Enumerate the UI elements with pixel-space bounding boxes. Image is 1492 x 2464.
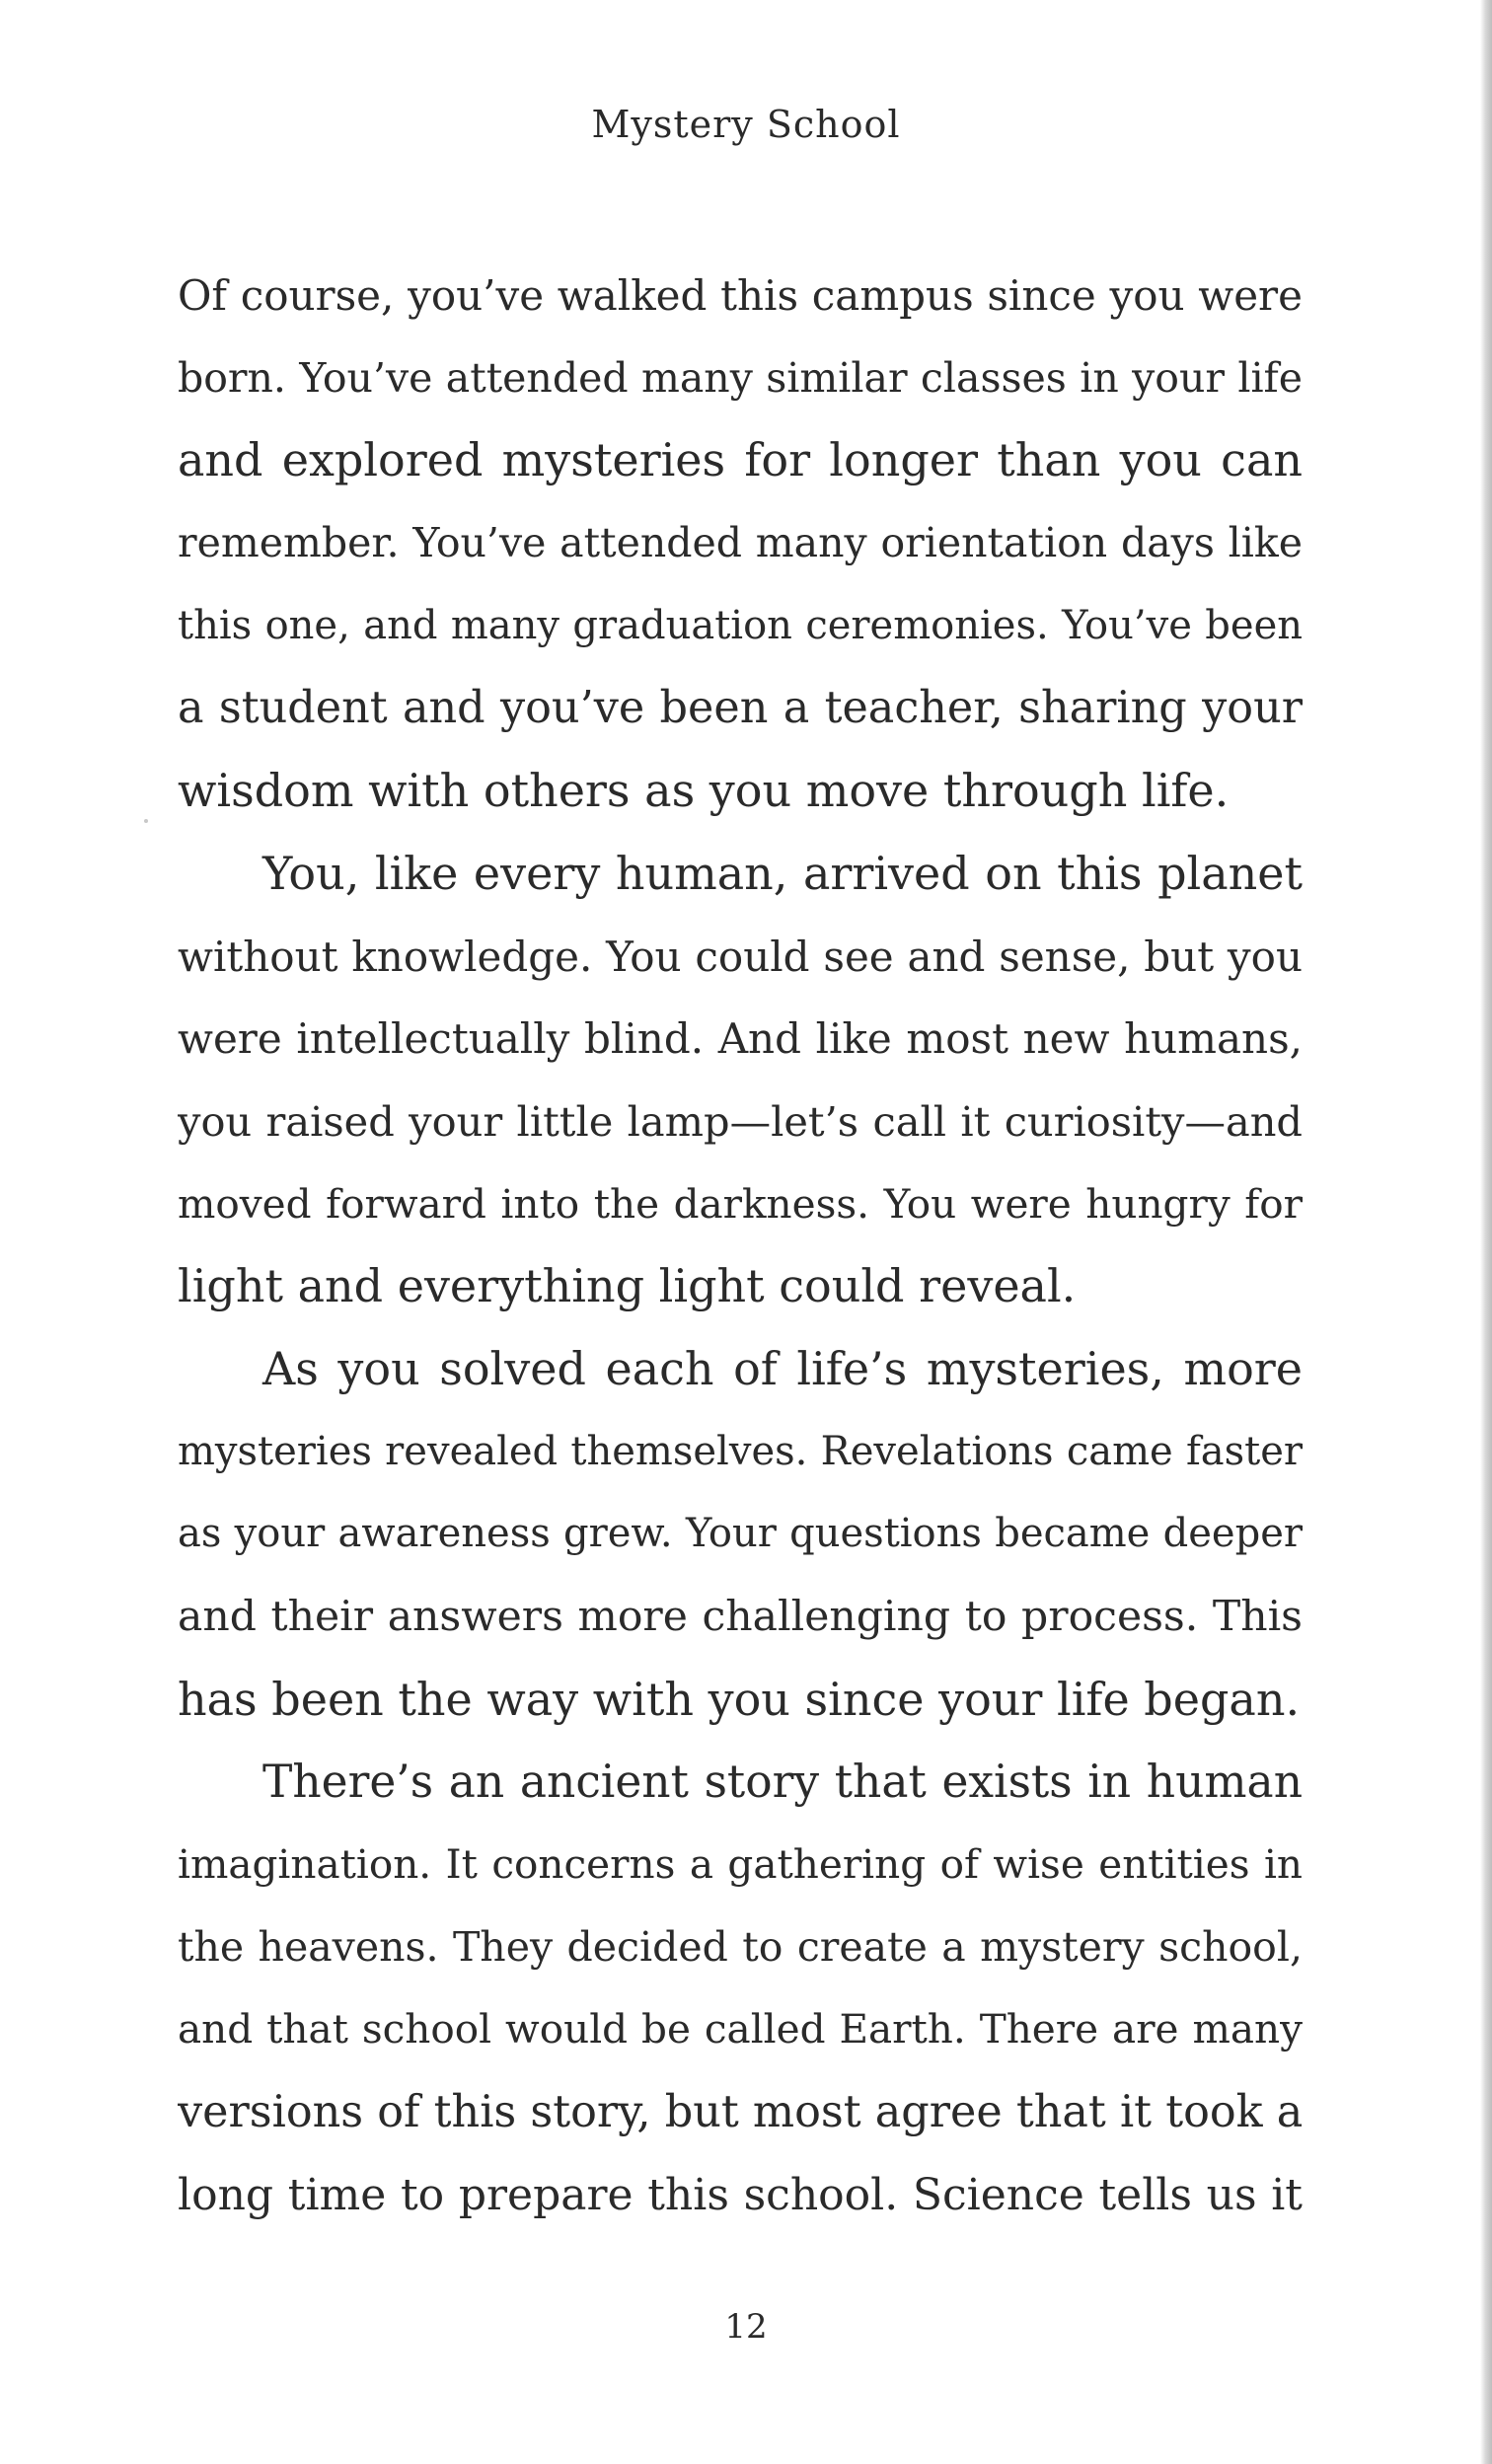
text-line: and explored mysteries for longer than you can <box>178 433 1303 487</box>
text-line: There’s an ancient story that exists in human <box>262 1755 1303 1809</box>
text-line: You, like every human, arrived on this planet <box>262 846 1303 900</box>
text-line: wisdom with others as you move through life. <box>178 764 1230 818</box>
text-line: mysteries revealed themselves. Revelations came faster <box>178 1428 1303 1474</box>
text-line: has been the way with you since your life began. <box>178 1672 1301 1726</box>
text-line: a student and you’ve been a teacher, sharing your <box>178 683 1303 734</box>
page-number: 12 <box>724 2307 768 2347</box>
paragraph <box>178 833 1303 1328</box>
text-line: as your awareness grew. Your questions became deeper <box>178 1511 1303 1557</box>
text-line: versions of this story, but most agree that it took a <box>178 2087 1303 2138</box>
text-line: imagination. It concerns a gathering of wise entities in <box>178 1840 1303 1889</box>
text-line: light and everything light could reveal. <box>178 1259 1077 1313</box>
body-text <box>178 255 1303 2237</box>
text-line: moved forward into the darkness. You were hungry for <box>178 1179 1303 1228</box>
paragraph <box>178 1328 1303 1741</box>
text-line: long time to prepare this school. Science tells us it <box>178 2169 1303 2220</box>
text-line: As you solved each of life’s mysteries, more <box>262 1341 1303 1395</box>
text-line: without knowledge. You could see and sense, but you <box>178 932 1303 981</box>
paragraph <box>178 255 1303 833</box>
paragraph <box>178 1741 1303 2236</box>
text-line: remember. You’ve attended many orientation days like <box>178 519 1303 567</box>
text-line: Of course, you’ve walked this campus since you were <box>178 271 1303 320</box>
text-line: born. You’ve attended many similar classes in your life <box>178 353 1303 402</box>
text-line: the heavens. They decided to create a mystery school, <box>178 1922 1303 1971</box>
text-line: and their answers more challenging to process. This <box>178 1593 1303 1641</box>
text-line: and that school would be called Earth. There are many <box>178 2005 1303 2053</box>
text-line: were intellectually blind. And like most new humans, <box>178 1014 1303 1064</box>
running-head: Mystery School <box>591 103 901 146</box>
page-edge-shadow <box>1480 0 1492 2464</box>
text-line: you raised your little lamp—let’s call it curiosity—and <box>178 1096 1303 1146</box>
text-line: this one, and many graduation ceremonies. You’ve been <box>178 602 1303 648</box>
paper-speck <box>144 819 148 823</box>
